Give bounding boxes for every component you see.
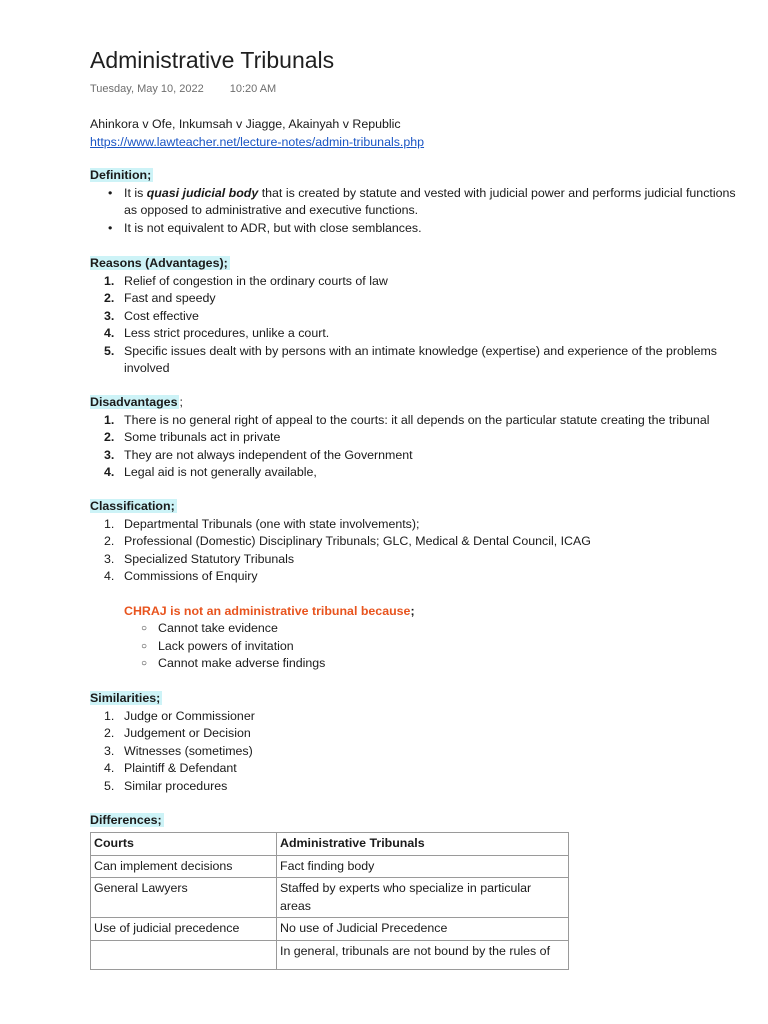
bullet-icon: • (108, 220, 113, 235)
references (90, 116, 750, 151)
page-timestamp (90, 83, 276, 95)
list-item: 2. Fast and speedy (104, 291, 216, 305)
list-item: 4. Less strict procedures, unlike a court. (104, 326, 330, 340)
chraj-heading: CHRAJ is not an administrative tribunal because (124, 603, 411, 618)
table-cell: Staffed by experts who specialize in particular areas (277, 878, 569, 918)
list-item: 1. Departmental Tribunals (one with state involvements); (104, 516, 420, 531)
page-title: Administrative Tribunals (90, 47, 335, 73)
table-header-row (91, 833, 569, 856)
list-item: 4. Commissions of Enquiry (104, 569, 258, 583)
table-cell: Use of judicial precedence (91, 918, 277, 941)
page-time: 10:20 AM (229, 83, 277, 95)
page-date: Tuesday, May 10, 2022 (90, 83, 204, 95)
table-header-cell: Courts (91, 833, 277, 856)
list-item: 2. Judgement or Decision (104, 726, 251, 740)
reasons-heading: Reasons (Advantages); (90, 256, 228, 270)
similarities-heading: Similarities; (90, 691, 161, 705)
circle-bullet-icon: ○ (141, 623, 148, 634)
list-item: 3. They are not always independent of the Government (104, 447, 413, 462)
bullet-icon: • (108, 185, 113, 200)
classification-section (90, 498, 750, 673)
list-item-continuation: as opposed to administrative and executive functions. (124, 203, 419, 217)
case-references: Ahinkora v Ofe, Inkumsah v Jiagge, Akainyah v Republic (90, 117, 401, 131)
differences-table (90, 832, 569, 970)
table-header-cell: Administrative Tribunals (277, 833, 569, 856)
list-item: 4. Plaintiff & Defendant (104, 761, 237, 775)
similarities-section (90, 690, 750, 795)
list-item: • It is not equivalent to ADR, but with close semblances. (90, 220, 750, 238)
list-item: 3. Witnesses (sometimes) (104, 743, 253, 758)
list-item: 5. Similar procedures (104, 778, 228, 793)
list-item: 2. Some tribunals act in private (104, 430, 281, 444)
emphasis-text: quasi judicial body (146, 185, 259, 200)
table-cell (91, 940, 277, 969)
definition-heading: Definition; (90, 168, 152, 182)
disadvantages-heading: Disadvantages (90, 395, 178, 409)
list-item-continuation: involved (124, 361, 170, 375)
list-item: 1. Relief of congestion in the ordinary courts of law (104, 273, 388, 288)
table-cell: Can implement decisions (91, 855, 277, 878)
table-cell: In general, tribunals are not bound by the rules of (277, 940, 569, 969)
list-item: • It is quasi judicial body that is created by statute and vested with judicial power and performs judicial functions (90, 185, 750, 203)
classification-heading: Classification; (90, 499, 175, 513)
table-row (91, 940, 569, 969)
table-cell: No use of Judicial Precedence (277, 918, 569, 941)
definition-section (90, 167, 750, 237)
list-item: ○ Cannot make adverse findings (90, 655, 750, 673)
circle-bullet-icon: ○ (141, 658, 148, 669)
table-cell: Fact finding body (277, 855, 569, 878)
list-item: 2. Professional (Domestic) Disciplinary Tribunals; GLC, Medical & Dental Council, ICAG (104, 534, 591, 548)
differences-section (90, 812, 750, 830)
chraj-note: CHRAJ is not an administrative tribunal because; (124, 603, 415, 618)
disadvantages-section: Disadvantages ; 1. There is no general right of appeal to the courts: it all depends on the particular statute creating the tribunal 2. Some tribunals act in private 3. They are not always independent of the Government 4. Legal aid is not generally available, (90, 394, 750, 482)
table-cell: General Lawyers (91, 878, 277, 918)
table-row (91, 855, 569, 878)
list-item: ○ Cannot take evidence (90, 620, 750, 638)
list-item: 5. Specific issues dealt with by persons with an intimate knowledge (expertise) and experience of the problems (104, 343, 717, 358)
table-row (91, 878, 569, 918)
differences-heading: Differences; (90, 813, 162, 827)
list-item: 3. Specialized Statutory Tribunals (104, 551, 295, 566)
reasons-section (90, 255, 750, 378)
list-item: 4. Legal aid is not generally available, (104, 465, 317, 479)
table-row (91, 918, 569, 941)
list-item: ○ Lack powers of invitation (90, 638, 750, 656)
list-item: 1. There is no general right of appeal to the courts: it all depends on the particular statute creating the tribunal (104, 412, 710, 427)
list-item: 1. Judge or Commissioner (104, 708, 255, 723)
reference-link[interactable]: https://www.lawteacher.net/lecture-notes/admin-tribunals.php (90, 134, 425, 149)
list-item: 3. Cost effective (104, 308, 199, 323)
circle-bullet-icon: ○ (141, 640, 148, 652)
